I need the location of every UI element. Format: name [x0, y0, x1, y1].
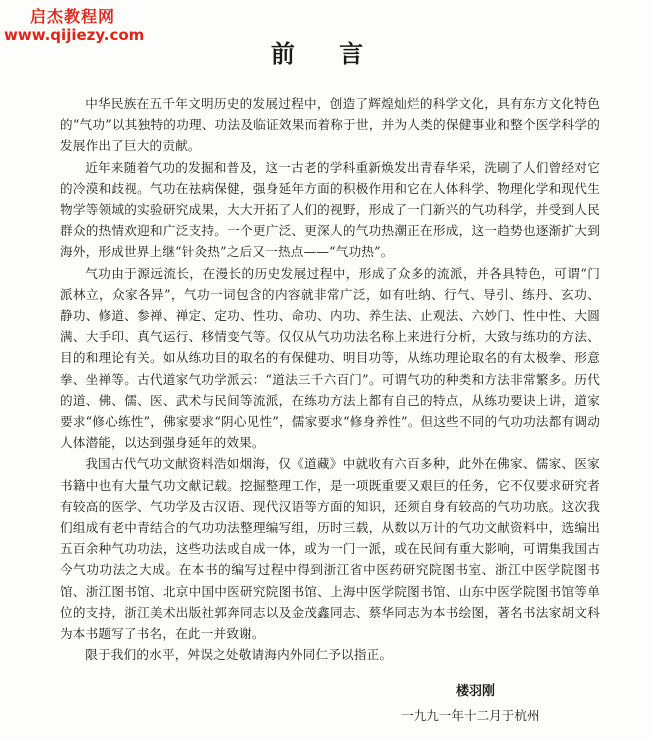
- paragraph: 气功由于源远流长，在漫长的历史发展过程中，形成了众多的流派，并各具特色，可谓“门派林立，众家各异”，气功一词包含的内容就非常广泛，如有吐纳、行气、导引、练丹、玄功、静功、修道、参禅、禅定、定功、性功、命功、内功、养生法、止观法、六妙门、性中性、大圆满、大手印、真气运行、移情变气等。仅仅从气功功法名称上来进行分析，大致与练功的方法、目的和理论有关。如从练功目的取名的有保健功、明目功等，从练功理论取名的有太极拳、形意拳、坐禅等。古代道家气功学派云：“道法三千六百门”。可谓气功的种类和方法非常繁多。历代的道、佛、儒、医、武术与民间等流派，在练功方法上都有自己的特点，从练功要诀上讲，道家要求“修心练性”，佛家要求“阴心见性”，儒家要求“修身养性”。但这些不同的气功功法都有调动人体潜能，以达到强身延年的效果。: [60, 265, 600, 451]
- watermark-site-url: www.qijiezy.com: [4, 26, 145, 44]
- signature-date: 一九九一年十二月于杭州: [401, 708, 540, 723]
- paragraph: 我国古代气功文献资料浩如烟海，仅《道藏》中就收有六百多种，此外在佛家、儒家、医家书籍中也有大量气功文献记载。挖掘整理工作，是一项既重要又艰巨的任务，它不仅要求研究者有较高的医学、气功学及古汉语、现代汉语等方面的知识，还须自身有较高的气功功底。这次我们组成有老中青结合的气功功法整理编写组，历时三载，从数以万计的气功文献资料中，选编出五百余种气功功法，这些功法或自成一体，或为一门一派，或在民间有重大影响，可谓集我国古今气功功法之大成。在本书的编写过程中得到浙江省中医药研究院图书室、浙江中医学院图书馆、浙江图书馆、北京中国中医研究院图书馆、上海中医学院图书馆、山东中医学院图书馆等单位的支持，浙江美术出版社郭奔同志以及金茂鑫同志、蔡华同志为本书绘图，著名书法家胡文科为本书题写了书名，在此一并致谢。: [60, 456, 600, 642]
- author-name: 楼羽刚: [456, 684, 496, 699]
- watermark-site-name: 启杰教程网: [30, 7, 116, 26]
- paragraph: 中华民族在五千年文明历史的发展过程中，创造了辉煌灿烂的科学文化，具有东方文化特色的“气功”以其独特的功理、功法及临证效果而着称于世，并为人类的保健事业和整个医学科学的发展作出了巨大的贡献。: [60, 96, 600, 154]
- preface-body: [60, 93, 600, 665]
- paragraph: 近年来随着气功的发掘和普及，这一古老的学科重新焕发出青春华采，洗刷了人们曾经对它的冷漠和歧视。气功在祛病保健，强身延年方面的积极作用和它在人体科学、物理化学和现代生物学等领域的实验研究成果，大大开拓了人们的视野，形成了一门新兴的气功科学，并受到人民群众的热情欢迎和广泛支持。一个更广泛、更深人的气功热潮正在形成，这一趋势也逐渐扩大到海外，形成世界上继“针灸热”之后又一热点——“气功热”。: [60, 159, 600, 260]
- paragraph: 限于我们的水平，舛误之处敬请海内外同仁予以指正。: [85, 647, 393, 663]
- page-title: 前 言: [270, 40, 382, 68]
